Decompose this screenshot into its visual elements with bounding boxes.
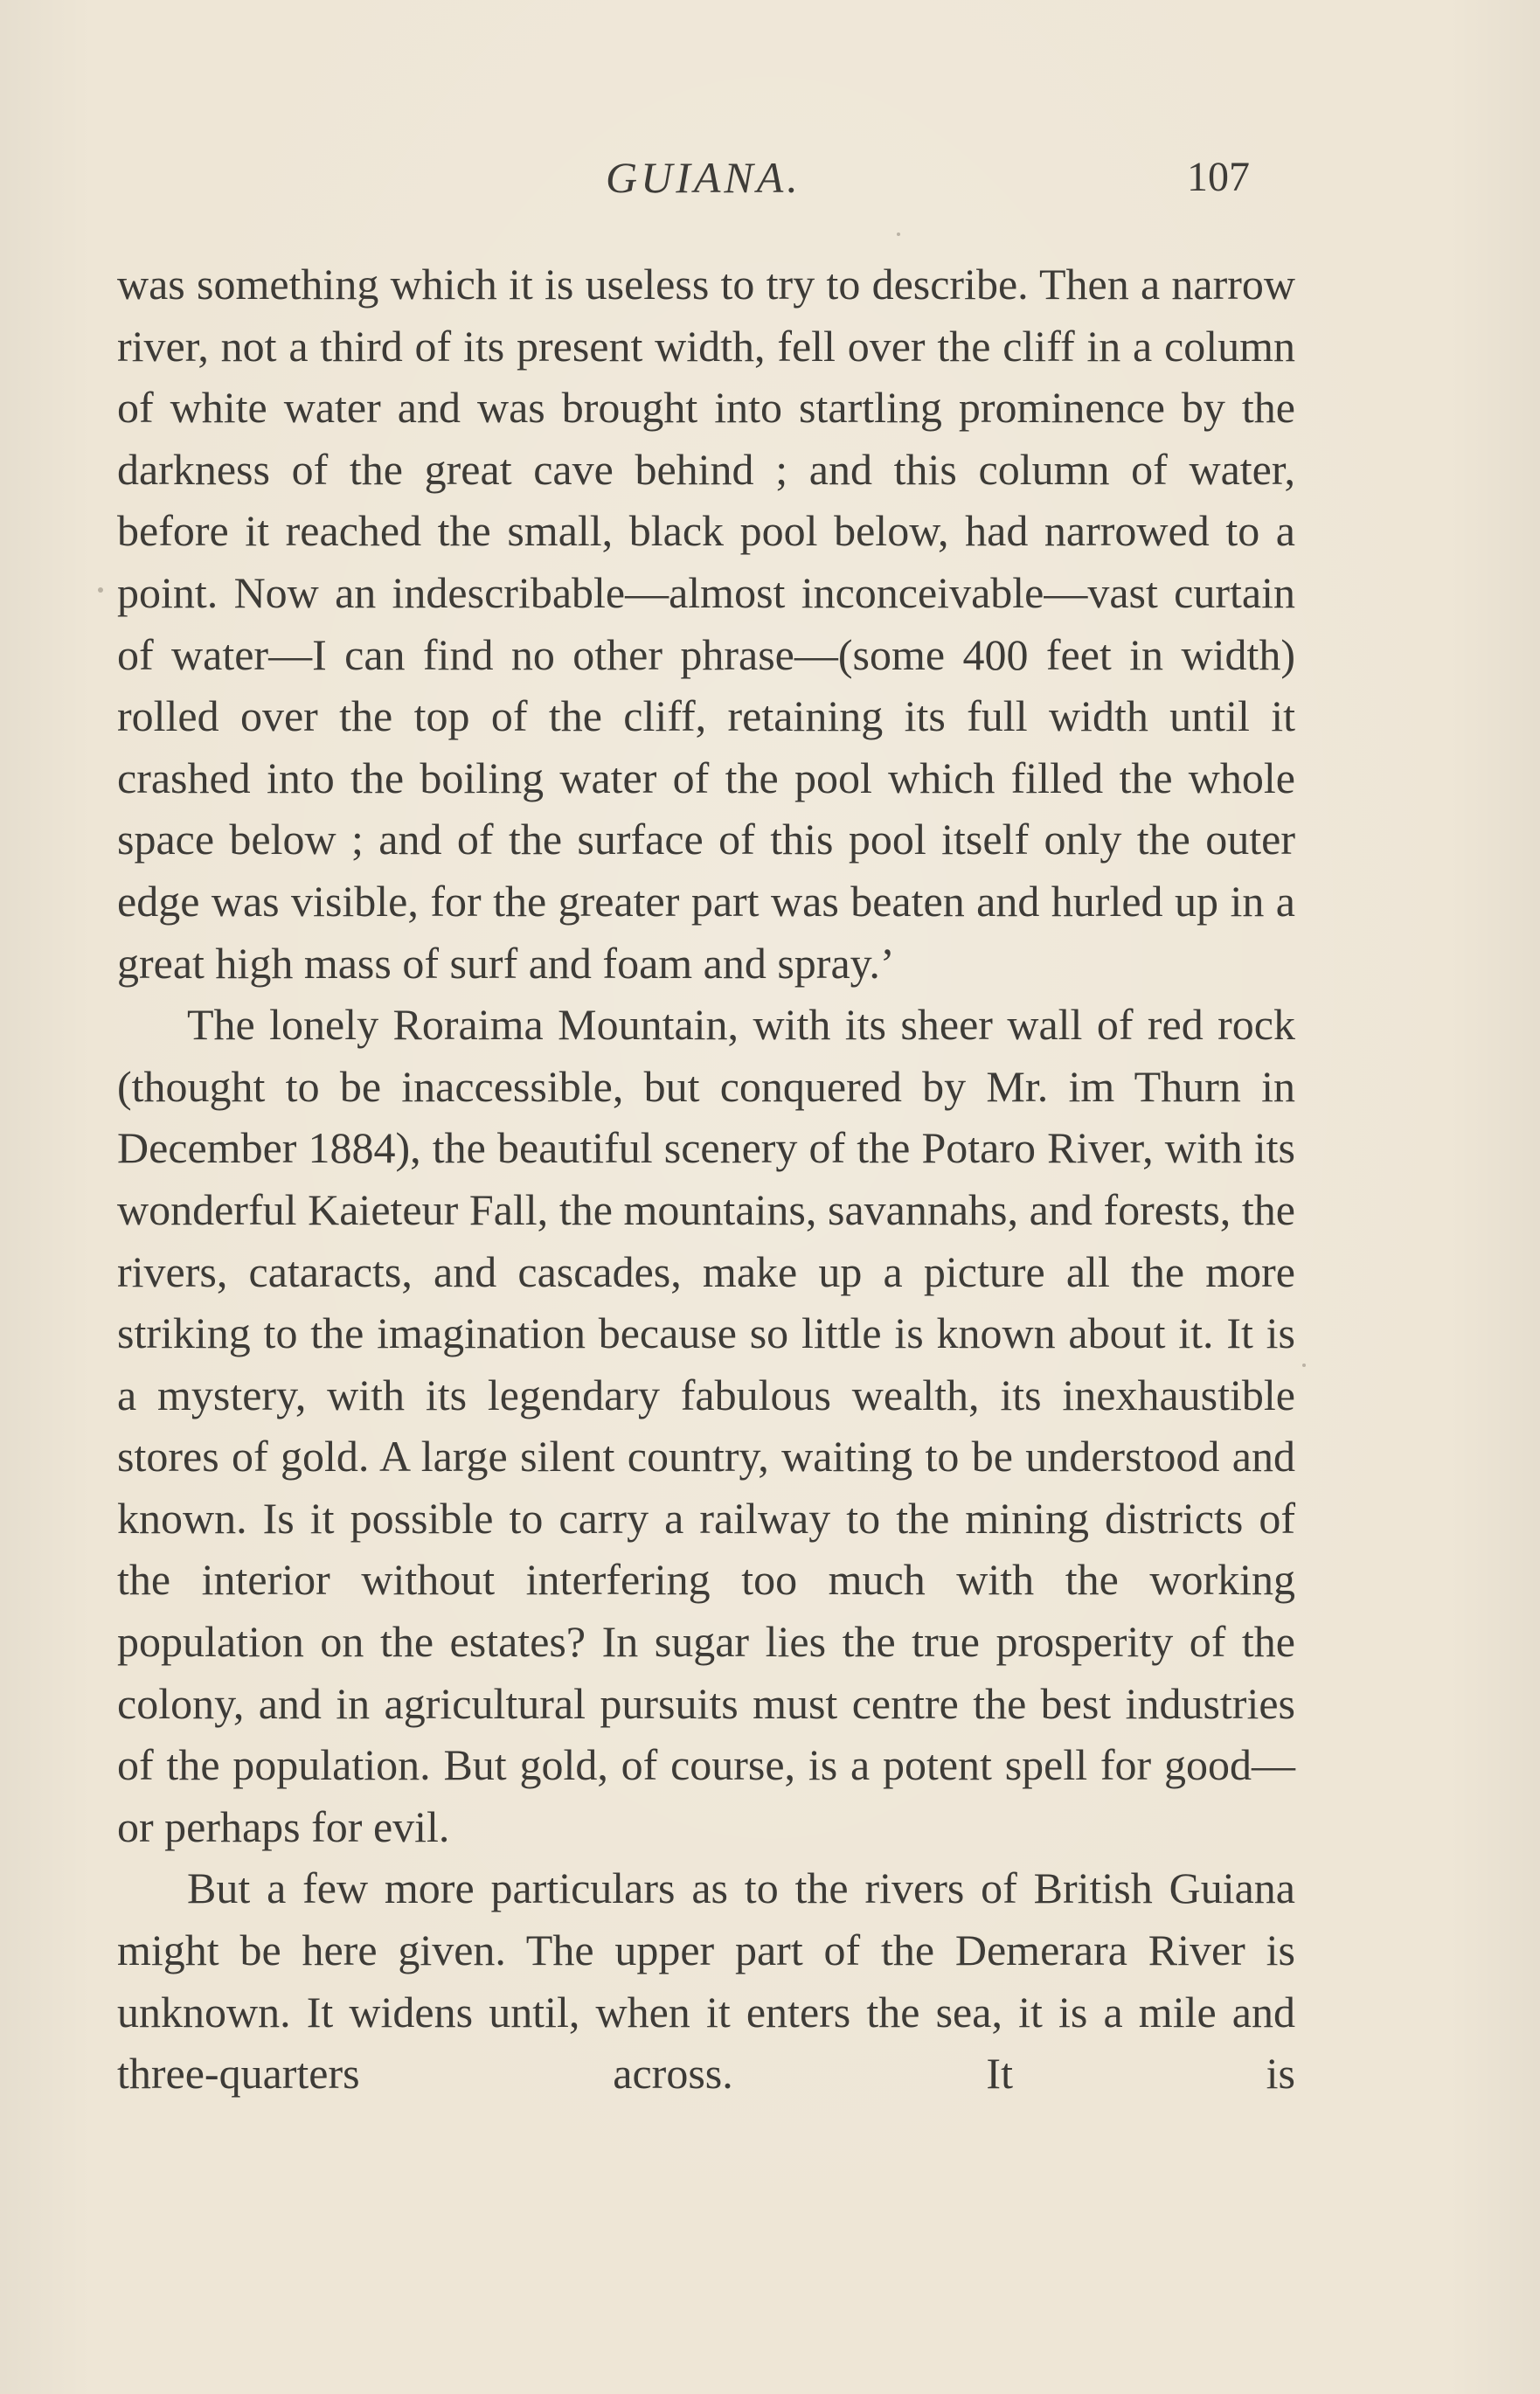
page-number: 107 (1187, 154, 1250, 200)
paper-speck (897, 232, 900, 236)
paragraph-roraima: The lonely Roraima Mountain, with its sheer wall of red rock (thought to be inaccessible, but conquered by Mr. im Thurn in December 1884), the beautiful scenery of the Potaro River, with its wonderful Kaieteur Fall, the mountains, savannahs, and forests, the rivers, cataracts, and cascades, make up a picture all the more striking to the imagination because so little is known about it. It is a mystery, with its legendary fabulous wealth, its inexhaustible stores of gold. A large silent country, waiting to be understood and known. Is it possible to carry a railway to the mining districts of the interior without interfering too much with the working population on the estates? In sugar lies the true prosperity of the colony, and in agricultural pursuits must centre the best industries of the population. But gold, of course, is a potent spell for good—or perhaps for evil. (117, 1000, 1295, 1851)
paper-speck (98, 587, 103, 593)
paragraph-rivers: But a few more particulars as to the rivers of British Guiana might be here given. The upper part of the Demerara River is unknown. It widens until, when it enters the sea, it is a mile and three-quarters across. It is (117, 1863, 1295, 2099)
paper-speck (1302, 1364, 1306, 1367)
running-head-title: GUIANA. (606, 153, 801, 202)
body-text (117, 253, 1295, 2105)
running-head (0, 147, 1540, 208)
paragraph-continuation: was something which it is useless to try to describe. Then a narrow river, not a third of its present width, fell over the cliff in a column of white water and was brought into startling prominence by the darkness of the great cave behind ; and this column of water, before it reached the small, black pool below, had narrowed to a point. Now an indescribable—almost inconceivable—vast curtain of water—I can find no other phrase—(some 400 feet in width) rolled over the top of the cliff, retaining its full width until it crashed into the boiling water of the pool which filled the whole space below ; and of the surface of this pool itself only the outer edge was visible, for the greater part was beaten and hurled up in a great high mass of surf and foam and spray.’ (117, 260, 1295, 988)
